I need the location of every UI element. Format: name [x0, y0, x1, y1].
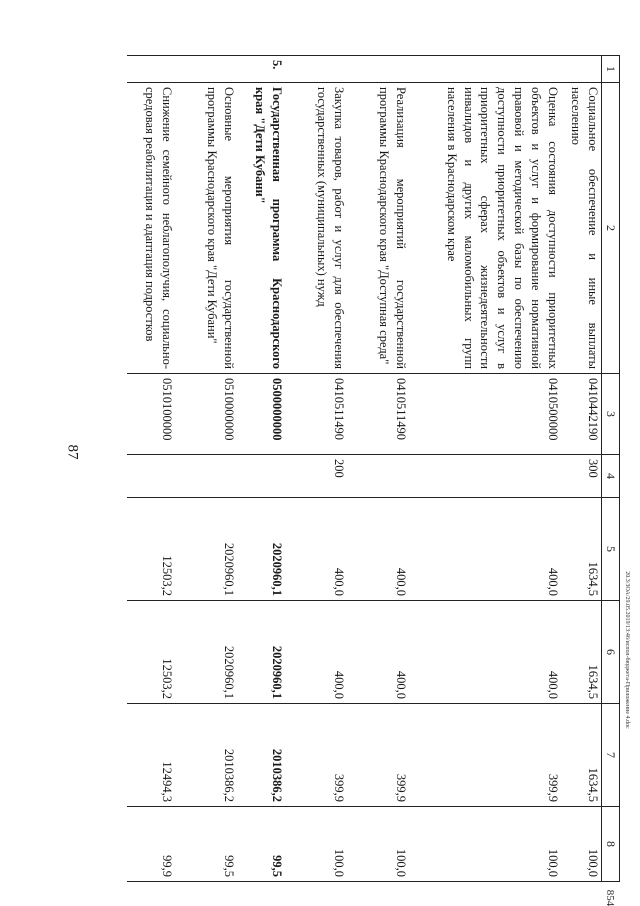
refined-amount: 400,0: [347, 601, 409, 704]
expense-type-code: [127, 455, 175, 498]
planned-amount: 400,0: [409, 498, 561, 601]
target-article-code: 0500000000: [237, 374, 285, 455]
row-number: 5.: [237, 56, 285, 83]
planned-amount: 400,0: [347, 498, 409, 601]
table-row: [409, 56, 561, 882]
table-row: [347, 56, 409, 882]
execution-percent: 99,9: [127, 807, 175, 882]
execution-percent: 100,0: [347, 807, 409, 882]
row-number: [561, 56, 602, 83]
executed-amount: 1634,5: [561, 704, 602, 807]
item-name: Оценка состояния доступности приоритетных объектов и услуг и формирование нормативной правовой и методической базы по обеспечению доступности приоритетных объектов и услуг в приоритетных сферах жизнедеятельности инвалидов и других маломобильных групп населения в Краснодарском крае: [409, 83, 561, 374]
executed-amount: 399,9: [347, 704, 409, 807]
budget-execution-table: [127, 55, 620, 882]
corner-page-number: 854: [604, 889, 616, 906]
executed-amount: 399,9: [285, 704, 347, 807]
execution-percent: 99,5: [237, 807, 285, 882]
refined-amount: 12503,2: [127, 601, 175, 704]
expense-type-code: [175, 455, 237, 498]
table-row: [237, 56, 285, 882]
table-row: [127, 56, 175, 882]
planned-amount: 2020960,1: [237, 498, 285, 601]
column-header-4: 4: [602, 455, 620, 498]
target-article-code: 0410442190: [561, 374, 602, 455]
refined-amount: 400,0: [409, 601, 561, 704]
target-article-code: 0410511490: [285, 374, 347, 455]
column-header-5: 5: [602, 498, 620, 601]
target-article-code: 0410500000: [409, 374, 561, 455]
column-header-1: 1: [602, 56, 620, 83]
execution-percent: 100,0: [285, 807, 347, 882]
item-name: Закупка товаров, работ и услуг для обеспечения государственных (муниципальных) нужд: [285, 83, 347, 374]
footer-file-path: 20.3/ЗОА/29.05.2019/13:46/испол-бюджета-Приложение 4.doc: [624, 571, 630, 729]
table-header-row: [602, 56, 620, 882]
row-number: [127, 56, 175, 83]
planned-amount: 2020960,1: [175, 498, 237, 601]
execution-percent: 100,0: [561, 807, 602, 882]
item-name: Социальное обеспечение и иные выплаты населению: [561, 83, 602, 374]
target-article-code: 0510000000: [175, 374, 237, 455]
page-number: 87: [64, 444, 81, 460]
row-number: [347, 56, 409, 83]
expense-type-code: 300: [561, 455, 602, 498]
row-number: [285, 56, 347, 83]
item-name: Государственная программа Краснодарского края "Дети Кубани": [237, 83, 285, 374]
item-name: Снижение семейного неблагополучия, социально-средовая реабилитация и адаптация подростков: [127, 83, 175, 374]
executed-amount: 2010386,2: [175, 704, 237, 807]
item-name: Основные мероприятия государственной программы Краснодарского края "Дети Кубани": [175, 83, 237, 374]
expense-type-code: [409, 455, 561, 498]
planned-amount: 12503,2: [127, 498, 175, 601]
table-row: [175, 56, 237, 882]
execution-percent: 99,5: [175, 807, 237, 882]
expense-type-code: [347, 455, 409, 498]
expense-type-code: [237, 455, 285, 498]
target-article-code: 0510100000: [127, 374, 175, 455]
row-number: [175, 56, 237, 83]
refined-amount: 400,0: [285, 601, 347, 704]
column-header-8: 8: [602, 807, 620, 882]
row-number: [409, 56, 561, 83]
planned-amount: 400,0: [285, 498, 347, 601]
item-name: Реализация мероприятий государственной программы Краснодарского края "Доступная среда": [347, 83, 409, 374]
refined-amount: 1634,5: [561, 601, 602, 704]
column-header-6: 6: [602, 601, 620, 704]
executed-amount: 12494,3: [127, 704, 175, 807]
refined-amount: 2020960,1: [175, 601, 237, 704]
table-row: [561, 56, 602, 882]
column-header-2: 2: [602, 83, 620, 374]
table-row: [285, 56, 347, 882]
planned-amount: 1634,5: [561, 498, 602, 601]
expense-type-code: 200: [285, 455, 347, 498]
refined-amount: 2020960,1: [237, 601, 285, 704]
column-header-3: 3: [602, 374, 620, 455]
rotated-table-wrapper: [110, 55, 620, 877]
execution-percent: 100,0: [409, 807, 561, 882]
executed-amount: 399,9: [409, 704, 561, 807]
column-header-7: 7: [602, 704, 620, 807]
target-article-code: 0410511490: [347, 374, 409, 455]
executed-amount: 2010386,2: [237, 704, 285, 807]
